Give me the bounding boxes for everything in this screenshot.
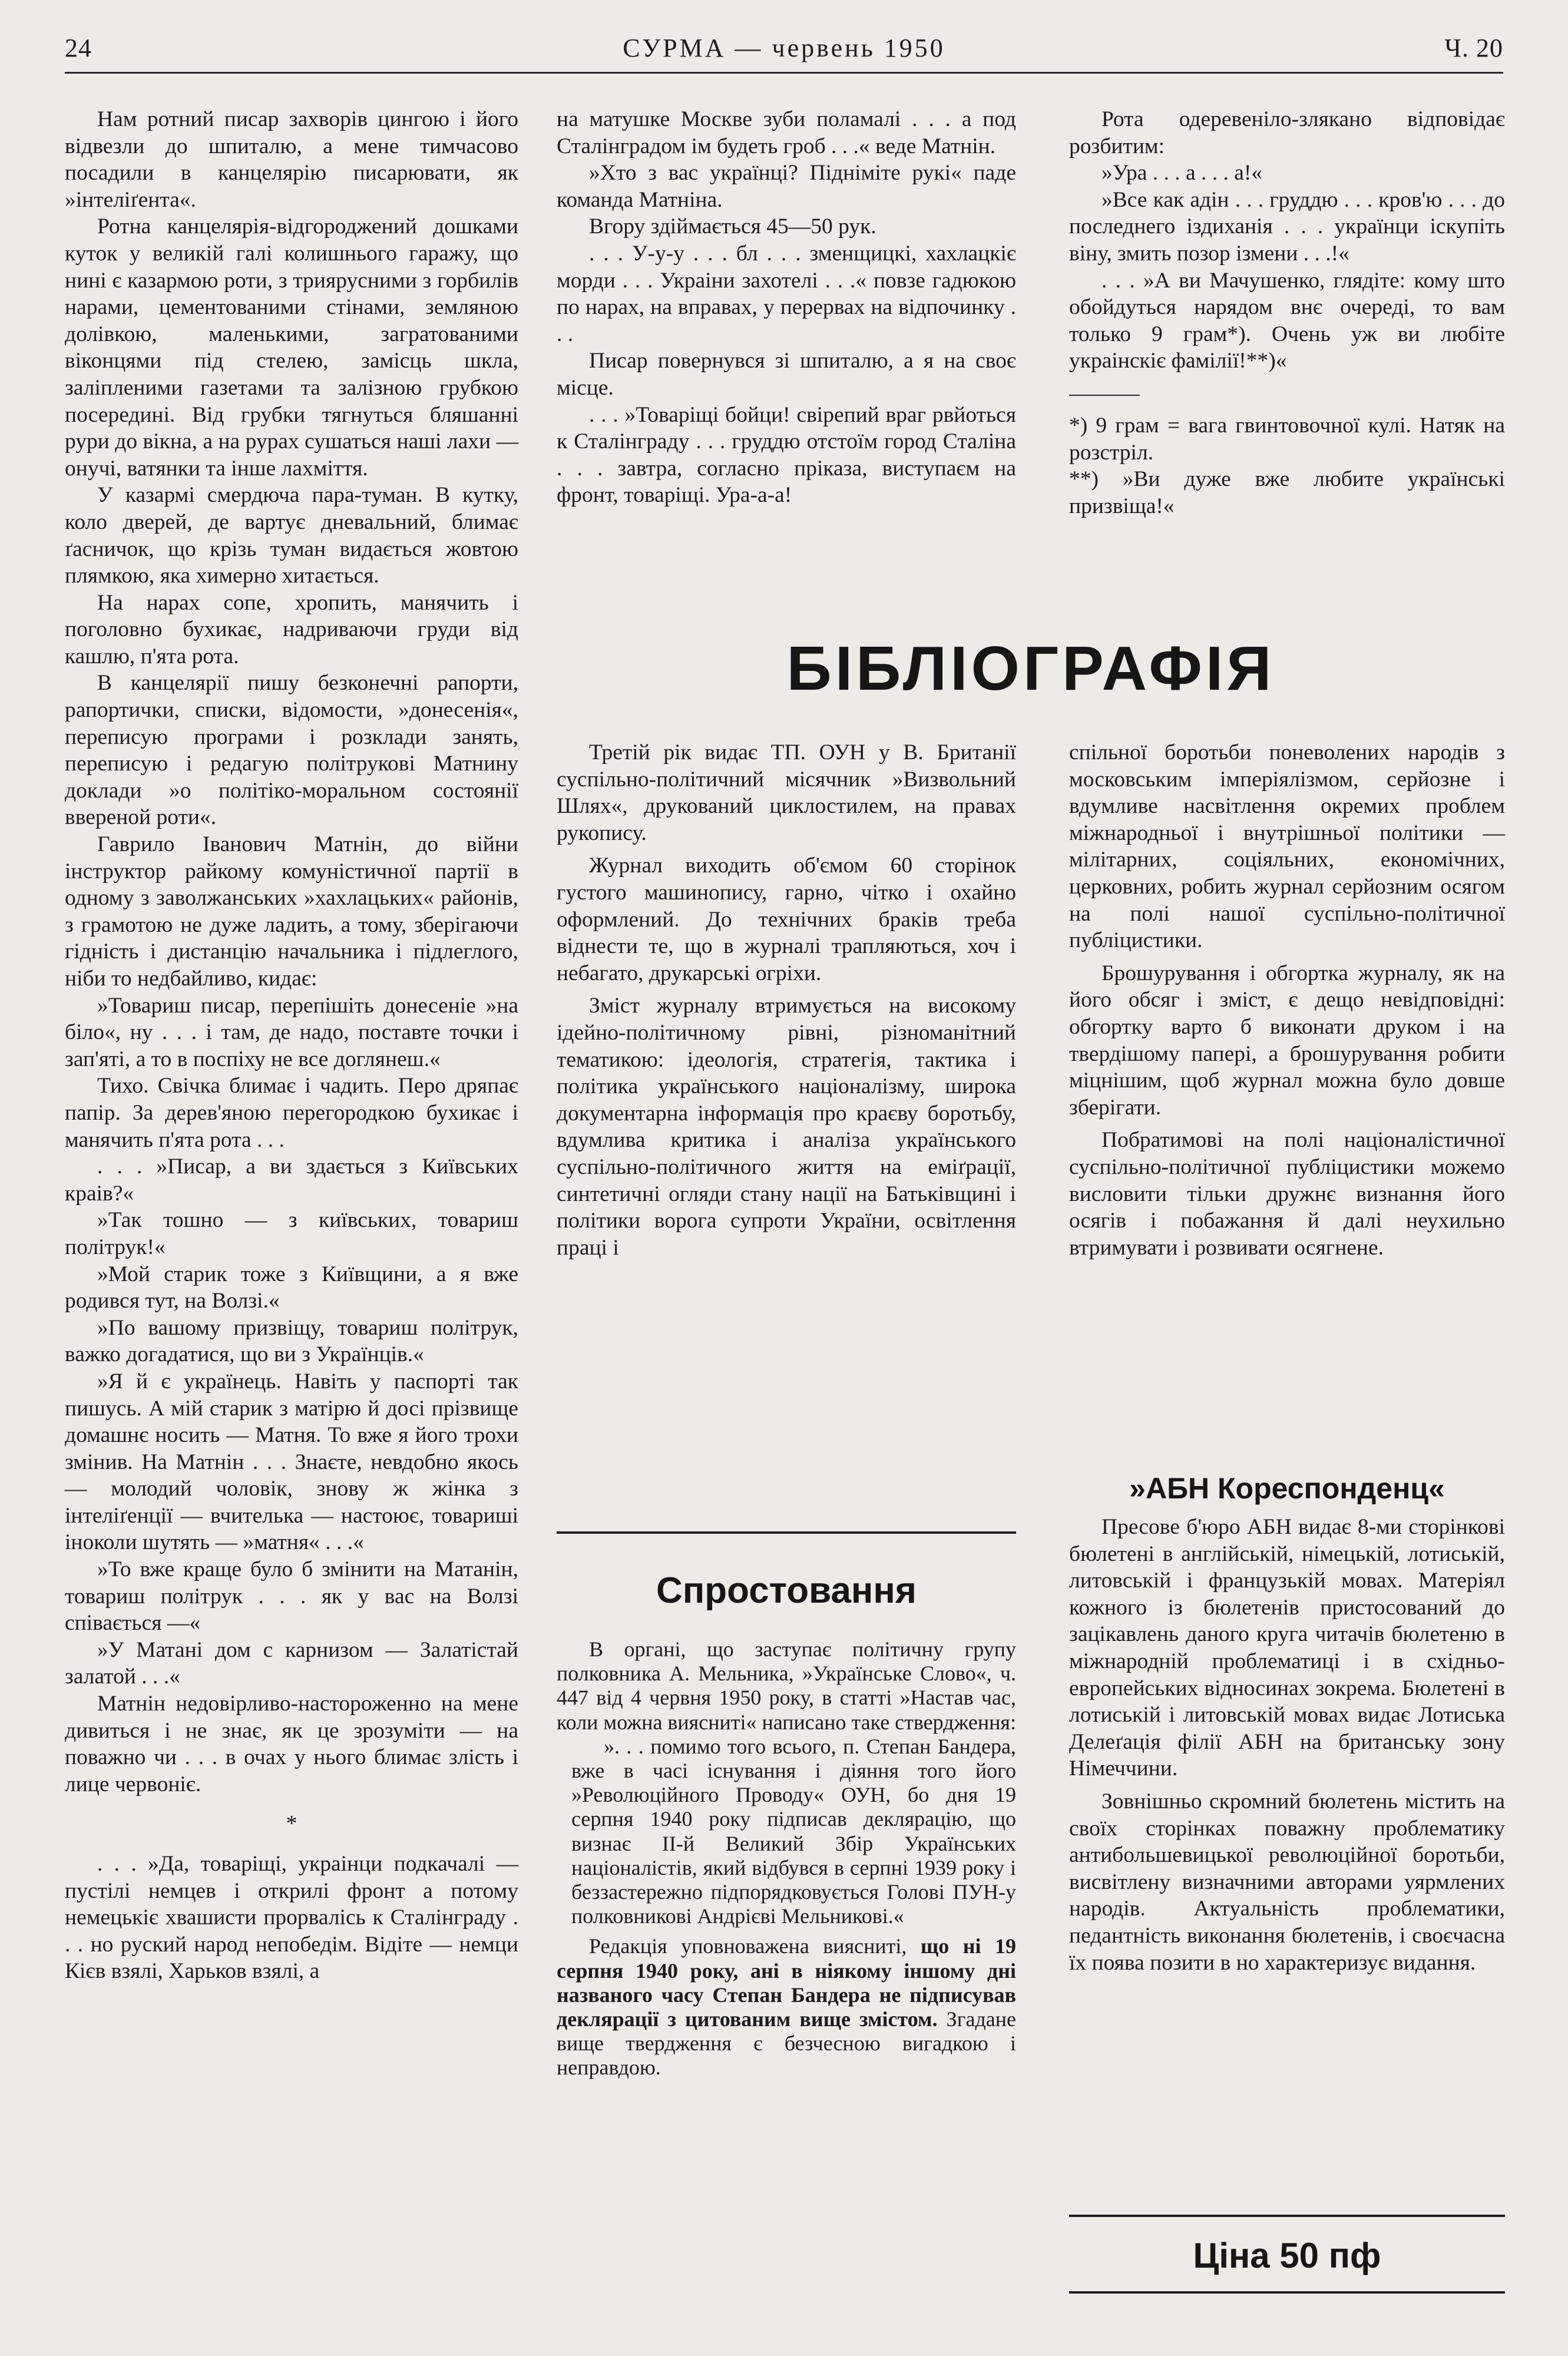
story-paragraph: Гаврило Іванович Матнін, до війни інструктор райкому комуністичної партії в одному з заволжанських »хахлацьких« районів, з грамотою не дуже ладить, а тому, зберігаючи гідність і дистанцію начальника і підлеглого, ніби то недбайливо, кидає:	[65, 832, 518, 991]
story-paragraph: »По вашому призвіщу, товариш політрук, важко догадатися, що ви з Українців.«	[65, 1315, 518, 1367]
correction-article	[557, 1637, 1016, 2080]
story-paragraph: »У Матані дом с карнизом — Залатістай залатой . . .«	[65, 1637, 518, 1689]
section-break-asterisk: *	[286, 1811, 297, 1837]
story-paragraph: У казармі смердюча пара-туман. В кутку, коло дверей, де вартує дневальний, блимає ґасничок, що крізь туман видається жовтою плямкою, яка химерно хитається.	[65, 483, 518, 588]
story-paragraph: Ротна канцелярія-відгороджений дошками куток у великій галі колишнього гаражу, що нині є казармою роти, з триярусними з горбилів нарами, цементованими стінами, земляною долівкою, маленькими, загратованими віконцями під стелею, замісць шкла, заліпленими газетами та залізною грубкою посередині. Від грубки тягнуться бляшанні рури до вікна, а на рурах сушаться наші лахи — онучі, ватянки та інше лахміття.	[65, 214, 518, 481]
story-paragraph: На нарах сопе, хропить, манячить і поголовно бухикає, надриваючи груди від кашлю, п'ята рота.	[65, 590, 518, 669]
footnotes	[1069, 412, 1505, 519]
abn-paragraph: Зовнішньо скромний бюлетень містить на своїх сторінках поважну проблематику антибольшевицької революційної боротьби, висвітлену визначними авторами уярмлених народів. Актуальність проблематики, педантність виконання бюлетенів, і своєчасна їх поява позити в но характеризує видання.	[1069, 1789, 1505, 1975]
story-paragraph: »Ура . . . а . . . а!«	[1101, 161, 1263, 186]
story-paragraph: Матнін недовірливо-настороженно на мене дивиться і не знає, як це зрозуміти — на поважно чи . . . в очах у нього блимає злість і лице червоніє.	[65, 1692, 518, 1796]
story-paragraph: »Все как адін . . . груддю . . . кров'ю . . . до последнего іздиханія . . . українци іскупіть віну, змить позор ізмени . . .!«	[1069, 187, 1505, 266]
bibliography-paragraph: Брошурування і обгортка журналу, як на його обсяг і зміст, є дещо невідповідні: обгортку варто б виконати друком і на твердішому папері, а брошурування робити міцнішим, щоб журнал можна було довше зберігати.	[1069, 961, 1505, 1120]
story-paragraph: Рота одеревеніло-злякано відповідає розбитим:	[1069, 107, 1505, 158]
bibliography-heading: БІБЛІОГРАФІЯ	[786, 634, 1275, 703]
correction-reply-end: Згадане вище твердження є безчесною вигадкою і неправдою.	[557, 2007, 1016, 2080]
header-rule	[65, 72, 1503, 74]
story-paragraph: »То вже краще було б змінити на Матанін, товариш політрук . . . як у вас на Волзі співається —«	[65, 1557, 518, 1636]
section-rule	[1069, 2291, 1505, 2294]
bibliography-right-column	[1069, 739, 1505, 1261]
story-paragraph: В канцелярії пишу безконечні рапорти, рапортички, списки, відомости, »донесенія«, переписую програми і розклади занять, переписую і редагую політрукові Матнину доклади »о політіко-моральном состоянії ввереной роти«.	[65, 671, 518, 830]
page-number: 24	[65, 34, 92, 62]
masthead-title: СУРМА — червень 1950	[623, 34, 945, 62]
section-rule	[1069, 2215, 1505, 2217]
correction-reply-start: Редакція уповноважена виясниті,	[589, 1934, 907, 1958]
story-paragraph: »Товариш писар, перепішіть донесеніе »на біло«, ну . . . і там, де надо, поставте точки і зап'яті, а то в поспіху не все доглянеш.«	[65, 993, 518, 1071]
bibliography-paragraph: Третій рік видає ТП. ОУН у В. Британії суспільно-політичний місячник »Визвольний Шлях«, друкований циклостилем, на правах рукопису.	[557, 740, 1016, 845]
story-paragraph: »Хто з вас українці? Підніміте рукі« паде команда Матніна.	[557, 161, 1016, 212]
price-label: Ціна 50 пф	[1193, 2236, 1381, 2275]
abn-paragraph: Пресове б'юро АБН видає 8-ми сторінкові бюлетені в англійській, німецькій, лотиській, литовській і французькій мовах. Матеріял кожного із бюлетенів пристосований до зацікавлень даного круга читачів бюлетеню в міжнародній проблематиці і в східньо-европейських відносинах зокрема. Бюлетені в лотиській і литовській мовах видає Лотиська Делеґація філії АБН на британську зону Німеччини.	[1069, 1515, 1505, 1781]
story-paragraph: . . . »Да, товаріщі, украінци подкачалі — пустілі немцев і открилі фронт а потому немецькіє хвашисти прорвалісь к Сталінграду . . . но руский народ непобедім. Відіте — немци Кієв взялі, Харьков взялі, а	[65, 1852, 518, 1984]
story-column-2	[557, 106, 1016, 509]
abn-article	[1069, 1514, 1505, 1976]
bibliography-paragraph: Побратимові на полі націоналістичної суспільно-політичної публіцистики можемо висловити тільки дружнє визнання його осягів і побажання й далі неухильно втримувати і розвивати осягнене.	[1069, 1128, 1505, 1260]
story-column-1	[65, 106, 518, 1985]
correction-reply-bold: що ні 19 серпня 1940 року, ані в ніякому іншому дні названого часу Степан Бандера не підписував деклярації з цитованим вище змістом.	[557, 1934, 1016, 2031]
section-rule	[557, 1531, 1016, 1534]
correction-quote-text: ». . . помимо того всього, п. Степан Бандера, вже в часі існування і діяння того його »Революційного Проводу« ОУН, бо дня 19 серпня 1940 року підписав деклярацію, що визнає ІІ-й Великий Збір Українських націоналістів, який відбувся в серпні 1939 року і беззастережно підпорядковується Голові ПУН-у полковникові Андрієві Мельникові.«	[571, 1734, 1016, 1928]
footnote-rule	[1069, 395, 1140, 396]
correction-intro: В органі, що заступає політичну групу полковника А. Мельника, »Українське Слово«, ч. 447 від 4 червня 1950 року, в статті »Настав час, коли можна виясниті« написано таке ствердження:	[557, 1637, 1016, 1734]
issue-number: Ч. 20	[1444, 34, 1503, 62]
story-column-3	[1069, 106, 1505, 519]
story-paragraph: Вгору здіймається 45—50 рук.	[589, 214, 876, 239]
page-header	[65, 28, 1503, 70]
story-paragraph: »Я й є українець. Навіть у паспорті так пишусь. А мій старик з матірю й досі прізвище домашнє носить — Матня. То вже я його трохи змінив. На Матнін . . . Знаєте, невдобно якось — молодий чоловік, знову ж жінка з інтеліґенції — вчителька — настоює, товариші іноколи шутять — »матня« . . .«	[65, 1369, 518, 1555]
footnote: *) 9 грам = вага гвинтовочної кулі. Натяк на розстріл.	[1069, 413, 1505, 465]
correction-quote	[571, 1735, 1016, 1929]
story-paragraph: . . . »А ви Мачушенко, глядіте: кому што обойдуться нарядом внє очереді, то вам только 9 грам*). Очень уж ви любіте украінскіє фамілії!**)«	[1069, 268, 1505, 373]
story-paragraph: Писар повернувся зі шпиталю, а я на своє місце.	[557, 349, 1016, 400]
footnote: **) »Ви дуже вже любите українські призвіща!«	[1069, 467, 1505, 518]
bibliography-left-column	[557, 739, 1016, 1261]
story-paragraph: Нам ротний писар захворів цингою і його відвезли до шпиталю, а мене тимчасово посадили в канцелярію писарювати, як »інтеліґента«.	[65, 107, 518, 212]
bibliography-paragraph: Зміст журналу втримується на високому ідейно-політичному рівні, різноманітний тематикою: ідеологія, стратегія, тактика і політика українського націоналізму, широка документарна інформація про краєву боротьбу, вдумлива критика і аналіза українського суспільно-політичного життя на еміґрації, синтетичні огляди стану нації на Батьківщині і політики ворога супроти України, освітлення праці і	[557, 994, 1016, 1260]
story-paragraph: . . . »Писар, а ви здається з Київських краів?«	[65, 1154, 518, 1206]
story-paragraph: на матушке Москве зуби поламалі . . . а под Сталінградом ім будеть гроб . . .« веде Матнін.	[557, 107, 1016, 158]
bibliography-paragraph: Журнал виходить об'ємом 60 сторінок густого машинопису, гарно, чітко і охайно оформлений. До технічних браків треба віднести те, що в журналі трапляються, хоч і небагато, друкарські огріхи.	[557, 853, 1016, 985]
story-paragraph: Тихо. Свічка блимає і чадить. Перо дряпає папір. За дерев'яною перегородкою бухикає і манячить п'ята рота . . .	[65, 1074, 518, 1152]
story-paragraph: . . . У-у-у . . . бл . . . зменщицкі, хахлацкіє морди . . . Украіни захотелі . . .« повзе гадюкою по нарах, на вправах, у перервах на відпочинку . . .	[557, 241, 1016, 346]
correction-reply	[557, 1934, 1016, 2080]
story-paragraph: . . . »Товаріщі бойци! свірепий враг рвйоться к Сталінграду . . . груддю отстоїм город Сталіна . . . завтра, согласно пріказа, виступаєм на фронт, товаріщі. Ура-а-а!	[557, 402, 1016, 508]
abn-heading: »АБН Кореспонденц«	[1129, 1472, 1445, 1505]
correction-heading: Спростовання	[656, 1570, 917, 1611]
bibliography-paragraph: спільної боротьби поневолених народів з московським імперіялізмом, серйозне і вдумливе насвітлення окремих проблем міжнародньої і внутрішньої політики — мілітарних, соціяльних, економічних, церковних, робить журнал серйозним осягом на полі нашої суспільно-політичної публіцистики.	[1069, 740, 1505, 953]
story-paragraph: »Мой старик тоже з Київщини, а я вже родився тут, на Волзі.«	[65, 1262, 518, 1313]
story-paragraph: »Так тошно — з київських, товариш політрук!«	[65, 1208, 518, 1259]
